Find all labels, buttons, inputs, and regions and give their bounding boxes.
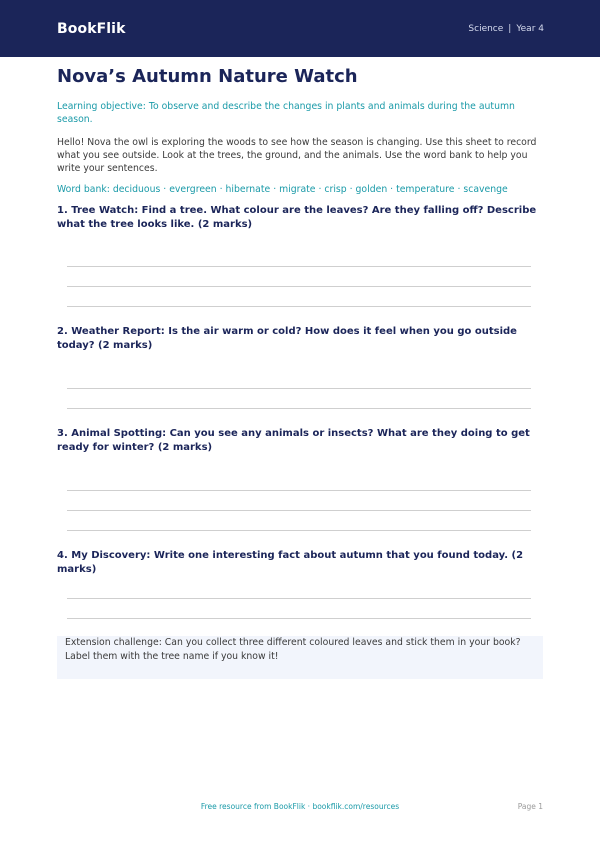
- answer-line[interactable]: [67, 408, 531, 409]
- answer-line[interactable]: [67, 286, 531, 287]
- answer-line[interactable]: [67, 306, 531, 307]
- learning-objective: Learning objective: To observe and describe the changes in plants and animals during the autumn season.: [57, 101, 515, 125]
- question-text: 2. Weather Report: Is the air warm or cold? How does it feel when you go outside today? (2 marks): [57, 326, 517, 351]
- worksheet-intro: [57, 66, 543, 196]
- page-number: Page 1: [517, 802, 543, 811]
- question-text: 4. My Discovery: Write one interesting fact about autumn that you found today. (2 marks): [57, 550, 524, 575]
- question-4: [57, 549, 543, 624]
- answer-line[interactable]: [67, 530, 531, 531]
- answer-line[interactable]: [67, 490, 531, 491]
- answer-line[interactable]: [67, 618, 531, 619]
- page-title: Nova’s Autumn Nature Watch: [57, 66, 358, 87]
- extension-text: Extension challenge: Can you collect three different coloured leaves and stick them in your book? Label them with the tree name if you know it!: [65, 637, 521, 662]
- question-3: [57, 427, 543, 537]
- answer-line[interactable]: [67, 510, 531, 511]
- header-meta: [468, 24, 544, 34]
- subject-label: Science: [468, 23, 504, 34]
- extension-box: [57, 636, 543, 679]
- intro-text: Hello! Nova the owl is exploring the woods to see how the season is changing. Use this sheet to record what you see outside. Look at the trees, the ground, and the animals. Use the word bank to help you write your sentences.: [57, 137, 537, 174]
- brand-logo[interactable]: BookFlik: [57, 20, 126, 37]
- answer-line[interactable]: [67, 598, 531, 599]
- answer-line[interactable]: [67, 388, 531, 389]
- question-1: [57, 204, 543, 314]
- answer-line[interactable]: [67, 266, 531, 267]
- question-text: 3. Animal Spotting: Can you see any animals or insects? What are they doing to get ready for winter? (2 marks): [57, 428, 530, 453]
- year-label: Year 4: [516, 23, 544, 34]
- page-header: [0, 0, 600, 57]
- question-text: 1. Tree Watch: Find a tree. What colour are the leaves? Are they falling off? Describe what the tree looks like. (2 marks): [57, 205, 537, 230]
- header-separator: |: [508, 23, 512, 34]
- page-footer: [0, 802, 600, 816]
- word-bank: Word bank: deciduous · evergreen · hibernate · migrate · crisp · golden · temperature · scavenge: [57, 184, 508, 195]
- footer-resource-link[interactable]: Free resource from BookFlik · bookflik.com/resources: [200, 802, 400, 811]
- question-2: [57, 325, 543, 415]
